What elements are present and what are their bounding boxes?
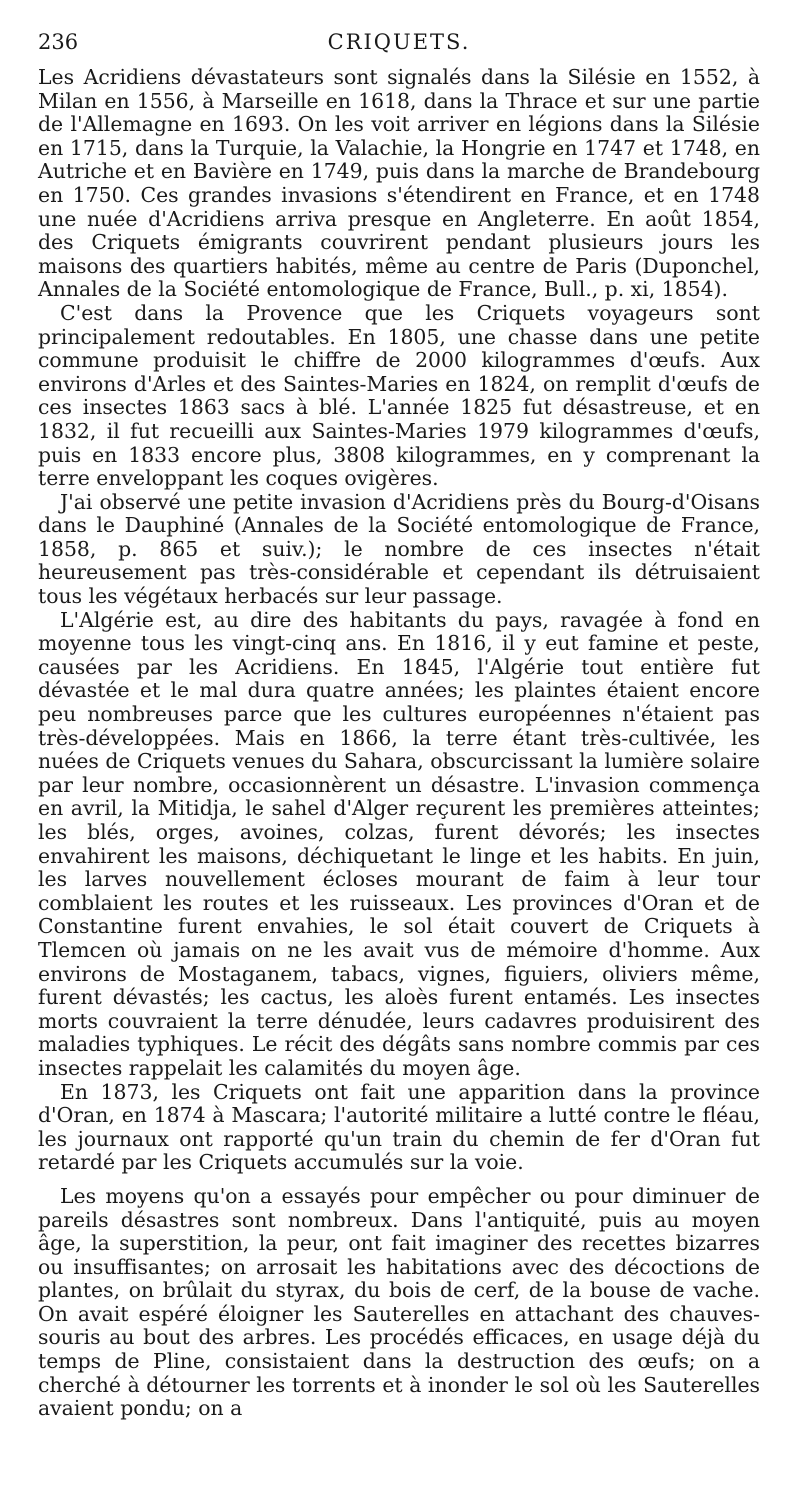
paragraph: Les moyens qu'on a essayés pour empêcher ou pour diminuer de pareils désastres sont nombreux. Dans l'antiquité, puis au moyen âge, la superstition, la peur, ont fait imaginer des recettes bizarres ou insuffisantes; on arrosait les habitations avec des décoctions de plantes, on brûlait du styrax, du bois de cerf, de la bouse de vache. On avait espéré éloigner les Sauterelles en attachant des chauves-souris au bout des arbres. Les procédés efficaces, en usage déjà du temps de Pline, consistaient dans la destruction des œufs; on a cherché à détourner les torrents et à inonder le sol où les Sauterelles avaient pondu; on a <box>38 1183 760 1421</box>
paragraph: Les Acridiens dévastateurs sont signalés dans la Silésie en 1552, à Milan en 1556, à Marseille en 1618, dans la Thrace et sur une partie de l'Allemagne en 1693. On les voit arriver en légions dans la Silésie en 1715, dans la Turquie, la Valachie, la Hongrie en 1747 et 1748, en Autriche et en Bavière en 1749, puis dans la marche de Brandebourg en 1750. Ces grandes invasions s'étendirent en France, et en 1748 une nuée d'Acridiens arriva presque en Angleterre. En août 1854, des Criquets émigrants couvrirent pendant plusieurs jours les maisons des quartiers habités, même au centre de Paris (Duponchel, Annales de la Société entomologique de France, Bull., p. xi, 1854). <box>38 65 760 302</box>
page-header <box>38 30 760 62</box>
body-text <box>38 66 760 1421</box>
paragraph: J'ai observé une petite invasion d'Acridiens près du Bourg-d'Oisans dans le Dauphiné (Annales de la Société entomologique de France, 1858, p. 865 et suiv.); le nombre de ces insectes n'était heureusement pas très-considérable et cependant ils détruisaient tous les végétaux herbacés sur leur passage. <box>38 489 760 609</box>
paragraph: C'est dans la Provence que les Criquets voyageurs sont principalement redoutables. En 1805, une chasse dans une petite commune produisit le chiffre de 2000 kilogrammes d'œufs. Aux environs d'Arles et des Saintes-Maries en 1824, on remplit d'œufs de ces insectes 1863 sacs à blé. L'année 1825 fut désastreuse, et en 1832, il fut recueilli aux Saintes-Maries 1979 kilogrammes d'œufs, puis en 1833 encore plus, 3808 kilogrammes, en y comprenant la terre enveloppant les coques ovigères. <box>38 300 760 491</box>
running-title: CRIQUETS. <box>327 30 471 54</box>
page-number: 236 <box>38 30 79 54</box>
paragraph: En 1873, les Criquets ont fait une apparition dans la province d'Oran, en 1874 à Mascara; l'autorité militaire a lutté contre le fléau, les journaux ont rapporté qu'un train du chemin de fer d'Oran fut retardé par les Criquets accumulés sur la voie. <box>38 1079 760 1175</box>
paragraph: L'Algérie est, au dire des habitants du pays, ravagée à fond en moyenne tous les vingt-cinq ans. En 1816, il y eut famine et peste, causées par les Acridiens. En 1845, l'Algérie tout entière fut dévastée et le mal dura quatre années; les plaintes étaient encore peu nombreuses parce que les cultures européennes n'étaient pas très-développées. Mais en 1866, la terre étant très-cultivée, les nuées de Criquets venues du Sahara, obscurcissant la lumière solaire par leur nombre, occasionnèrent un désastre. L'invasion commença en avril, la Mitidja, le sahel d'Alger reçurent les premières atteintes; les blés, orges, avoines, colzas, furent dévorés; les insectes envahirent les maisons, déchiquetant le linge et les habits. En juin, les larves nouvellement écloses mourant de faim à leur tour comblaient les routes et les ruisseaux. Les provinces d'Oran et de Constantine furent envahies, le sol était couvert de Criquets à Tlemcen où jamais on ne les avait vus de mémoire d'homme. Aux environs de Mostaganem, tabacs, vignes, figuiers, oliviers même, furent dévastés; les cactus, les aloès furent entamés. Les insectes morts couvraient la terre dénudée, leurs cadavres produisirent des maladies typhiques. Le récit des dégâts sans nombre commis par ces insectes rappelait les calamités du moyen âge. <box>38 607 760 1080</box>
